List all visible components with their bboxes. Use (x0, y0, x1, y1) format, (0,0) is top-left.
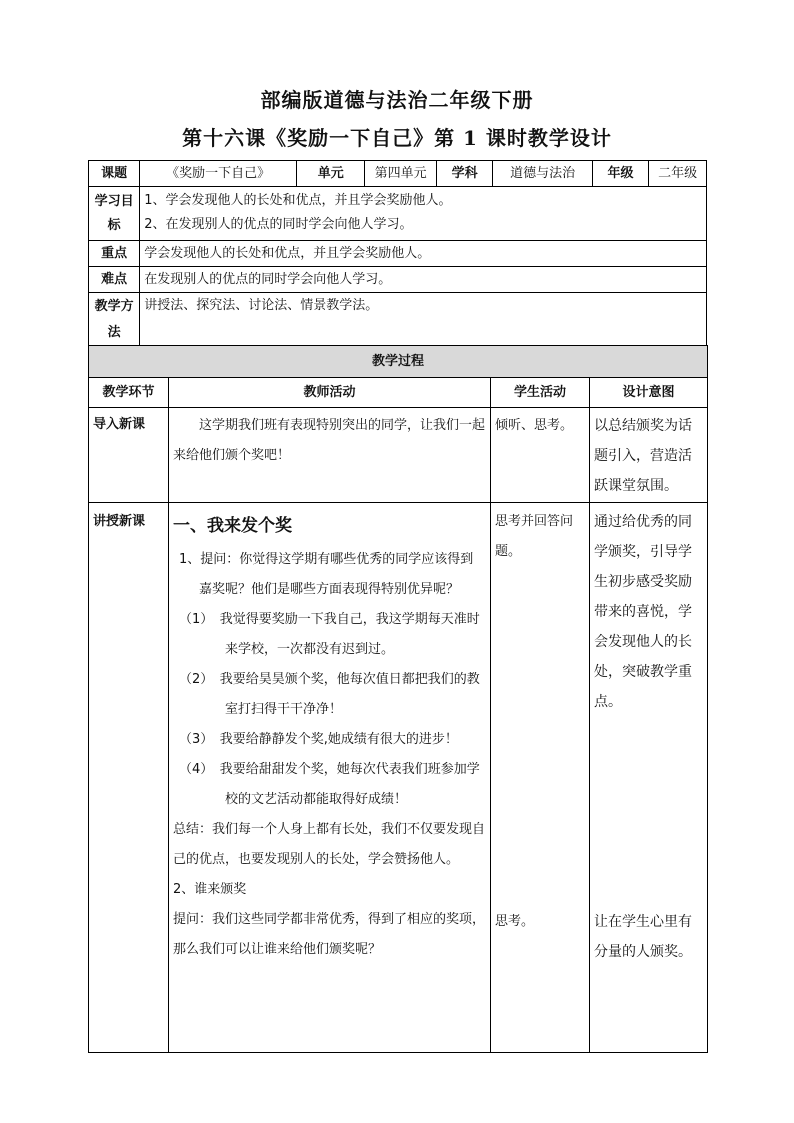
subject-label: 学科 (436, 161, 493, 187)
lecture-intent (590, 503, 708, 1053)
intro-teacher (169, 408, 491, 503)
col-student-header: 学生活动 (491, 378, 590, 408)
lecture-intent-text-2: 让在学生心里有分量的人颁奖。 (594, 914, 692, 960)
intro-student (491, 408, 590, 503)
intro-teacher-text: 这学期我们班有表现特别突出的同学，让我们一起来给他们颁个奖吧！ (173, 418, 486, 463)
process-header: 教学过程 (89, 346, 708, 378)
goal-cell (140, 187, 707, 241)
unit-label: 单元 (297, 161, 365, 187)
summary: 总结：我们每一个人身上都有长处，我们不仅要发现自己的优点，也要发现别人的长处，学会赞扬他人。 (173, 822, 486, 867)
question-2-title: 2、谁来颁奖 (173, 882, 247, 897)
question-2: 提问：我们这些同学都非常优秀，得到了相应的奖项，那么我们可以让谁来给他们颁奖呢？ (173, 912, 486, 957)
subject-value: 道德与法治 (493, 161, 592, 187)
method-label: 教学方法 (89, 293, 140, 347)
lecture-student (491, 503, 590, 1053)
goal-item-1: 1、学会发现他人的长处和优点，并且学会奖励他人。 (144, 193, 452, 208)
lecture-teacher (169, 503, 491, 1053)
lecture-intent-text-1: 通过给优秀的同学颁奖，引导学生初步感受奖励带来的喜悦，学会发现他人的长处，突破教学重点。 (594, 514, 692, 710)
document-subtitle: 第十六课《奖励一下自己》第 1 课时教学设计 (182, 126, 612, 150)
grade-label: 年级 (592, 161, 649, 187)
difficult-value: 在发现别人的优点的同时学会向他人学习。 (140, 267, 707, 293)
lecture-stage: 讲授新课 (89, 503, 169, 1053)
grade-value: 二年级 (649, 161, 707, 187)
lecture-student-text-2: 思考。 (495, 914, 535, 929)
intro-stage: 导入新课 (89, 408, 169, 503)
lesson-info-table (88, 160, 707, 347)
teaching-process-table (88, 345, 708, 1053)
document-title: 部编版道德与法治二年级下册 (260, 88, 534, 112)
intro-intent-text: 以总结颁奖为话题引入，营造活跃课堂氛围。 (594, 418, 692, 494)
answer-1: （1） 我觉得要奖励一下我自己，我这学期每天准时来学校，一次都没有迟到过。 (179, 612, 480, 657)
intro-intent (590, 408, 708, 503)
answer-3: （3） 我要给静静发个奖,她成绩有很大的进步！ (179, 732, 458, 747)
unit-value: 第四单元 (365, 161, 437, 187)
col-teacher-header: 教师活动 (169, 378, 491, 408)
method-value: 讲授法、探究法、讨论法、情景教学法。 (140, 293, 707, 347)
answer-2: （2） 我要给昊昊颁个奖，他每次值日都把我们的教室打扫得干干净净！ (179, 672, 480, 717)
question-1: 1、提问：你觉得这学期有哪些优秀的同学应该得到嘉奖呢？他们是哪些方面表现得特别优异呢？ (179, 552, 474, 597)
lecture-student-text-1: 思考并回答问题。 (495, 514, 574, 559)
goal-label: 学习目标 (89, 187, 140, 241)
key-label: 重点 (89, 241, 140, 267)
topic-label: 课题 (89, 161, 140, 187)
topic-value: 《奖励一下自己》 (140, 161, 297, 187)
section-title: 一、我来发个奖 (173, 516, 292, 536)
goal-item-2: 2、在发现别人的优点的同时学会向他人学习。 (144, 217, 413, 232)
col-intent-header: 设计意图 (590, 378, 708, 408)
key-value: 学会发现他人的长处和优点，并且学会奖励他人。 (140, 241, 707, 267)
col-stage-header: 教学环节 (89, 378, 169, 408)
difficult-label: 难点 (89, 267, 140, 293)
intro-student-text: 倾听、思考。 (495, 418, 574, 433)
answer-4: （4） 我要给甜甜发个奖，她每次代表我们班参加学校的文艺活动都能取得好成绩！ (179, 762, 480, 807)
